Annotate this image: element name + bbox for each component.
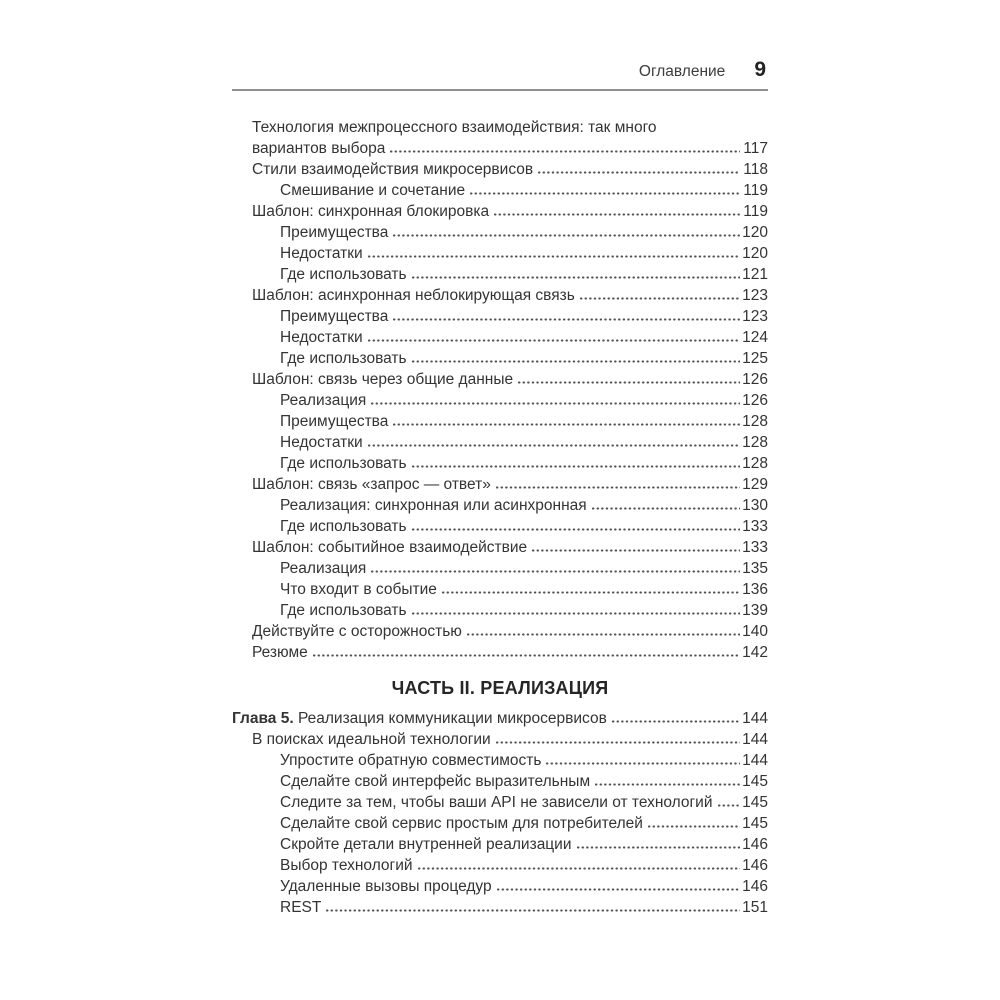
toc-entry-label: Шаблон: связь «запрос — ответ» — [252, 476, 491, 493]
dot-leader — [412, 528, 740, 531]
page-number: 128 — [742, 455, 768, 472]
page-number: 144 — [742, 710, 768, 727]
dot-leader — [532, 549, 740, 552]
page-number: 128 — [742, 434, 768, 451]
toc-entry — [232, 855, 768, 876]
toc-entry — [232, 306, 768, 327]
toc-entry — [232, 453, 768, 474]
dot-leader — [418, 867, 740, 870]
dot-leader — [470, 192, 740, 195]
dot-leader — [393, 318, 740, 321]
toc-entry — [232, 495, 768, 516]
toc-entry-label: вариантов выбора — [252, 140, 386, 157]
toc-entry-label: Что входит в событие — [280, 581, 437, 598]
toc-entry — [232, 897, 768, 918]
page-number: 120 — [742, 245, 768, 262]
page-number: 128 — [742, 413, 768, 430]
toc-entry-label: Преимущества — [280, 308, 389, 325]
dot-leader — [326, 909, 740, 912]
dot-leader — [368, 339, 740, 342]
dot-leader — [442, 591, 740, 594]
page-number: 146 — [742, 878, 768, 895]
toc-entry-label: Реализация — [280, 392, 367, 409]
toc-entry — [232, 642, 768, 663]
dot-leader — [496, 486, 740, 489]
toc-entry — [232, 264, 768, 285]
page-number: 133 — [742, 518, 768, 535]
dot-leader — [648, 825, 740, 828]
toc-entry — [232, 285, 768, 306]
dot-leader — [371, 570, 740, 573]
toc-entry — [232, 201, 768, 222]
page-number: 140 — [742, 623, 768, 640]
page-number: 119 — [743, 182, 768, 199]
toc-entry-label: Технология межпроцессного взаимодействия: так много — [252, 119, 657, 136]
page-number: 119 — [743, 203, 768, 220]
toc-entry — [232, 771, 768, 792]
page-number: 146 — [742, 857, 768, 874]
toc-entry-label: Шаблон: связь через общие данные — [252, 371, 514, 388]
toc-section — [232, 117, 768, 663]
toc-entry — [232, 474, 768, 495]
dot-leader — [371, 402, 740, 405]
toc-entry — [232, 558, 768, 579]
toc-entry — [232, 117, 768, 138]
chapter-label: Глава 5. — [232, 710, 294, 727]
dot-leader — [412, 360, 740, 363]
chapter-title: Реализация коммуникации микросервисов — [293, 710, 607, 727]
dot-leader — [580, 297, 740, 300]
toc-entry-label: Где использовать — [280, 602, 407, 619]
toc-entry-label: Где использовать — [280, 266, 407, 283]
toc-entry-label: Сделайте свой сервис простым для потребителей — [280, 815, 643, 832]
dot-leader — [577, 846, 740, 849]
page-header — [232, 56, 768, 91]
toc-entry-label: Преимущества — [280, 224, 389, 241]
header-title: Оглавление — [638, 63, 726, 80]
toc-entry — [232, 792, 768, 813]
toc-entry-label: Сделайте свой интерфейс выразительным — [280, 773, 591, 790]
toc-entry — [232, 537, 768, 558]
page-number: 126 — [742, 392, 768, 409]
dot-leader — [467, 633, 740, 636]
toc-entry — [232, 876, 768, 897]
toc-entry — [232, 369, 768, 390]
page-number: 136 — [742, 581, 768, 598]
dot-leader — [718, 804, 741, 807]
toc-entry — [232, 600, 768, 621]
toc-entry-label: В поисках идеальной технологии — [252, 731, 491, 748]
toc-entry-label: Где использовать — [280, 455, 407, 472]
toc-entry — [232, 432, 768, 453]
dot-leader — [518, 381, 740, 384]
dot-leader — [368, 255, 740, 258]
dot-leader — [412, 612, 740, 615]
page-number: 121 — [742, 266, 768, 283]
page-number: 145 — [742, 815, 768, 832]
toc-entry-label — [232, 708, 607, 729]
toc-entry — [232, 579, 768, 600]
toc-entry — [232, 708, 768, 729]
page-number: 135 — [742, 560, 768, 577]
toc-entry-label: Упростите обратную совместимость — [280, 752, 542, 769]
page-number: 146 — [742, 836, 768, 853]
toc-entry — [232, 516, 768, 537]
dot-leader — [595, 783, 740, 786]
toc-entry-label: Смешивание и сочетание — [280, 182, 466, 199]
page-number: 130 — [742, 497, 768, 514]
page-number: 145 — [742, 794, 768, 811]
toc-section — [232, 708, 768, 918]
page-number: 144 — [742, 752, 768, 769]
table-of-contents — [232, 117, 768, 918]
toc-entry-label: Шаблон: событийное взаимодействие — [252, 539, 528, 556]
dot-leader — [612, 720, 740, 723]
toc-entry — [232, 390, 768, 411]
toc-entry-label: Следите за тем, чтобы ваши API не зависели от технологий — [280, 794, 713, 811]
toc-entry — [232, 222, 768, 243]
page-number: 124 — [742, 329, 768, 346]
page-number: 118 — [743, 161, 768, 178]
header-page-number: 9 — [754, 58, 766, 81]
toc-entry-label: Реализация — [280, 560, 367, 577]
toc-entry-label: Шаблон: асинхронная неблокирующая связь — [252, 287, 575, 304]
toc-entry-label: Стили взаимодействия микросервисов — [252, 161, 534, 178]
dot-leader — [496, 741, 740, 744]
page-number: 120 — [742, 224, 768, 241]
page-number: 144 — [742, 731, 768, 748]
page-number: 125 — [742, 350, 768, 367]
dot-leader — [393, 234, 740, 237]
toc-entry-label: Выбор технологий — [280, 857, 413, 874]
toc-entry — [232, 411, 768, 432]
toc-entry-label: Удаленные вызовы процедур — [280, 878, 492, 895]
toc-entry — [232, 243, 768, 264]
dot-leader — [412, 465, 740, 468]
dot-leader — [368, 444, 740, 447]
page-number: 151 — [742, 899, 768, 916]
part-heading: ЧАСТЬ II. РЕАЛИЗАЦИЯ — [391, 678, 609, 698]
toc-entry-label: Где использовать — [280, 518, 407, 535]
page-number: 123 — [742, 287, 768, 304]
toc-entry-label: Резюме — [252, 644, 308, 661]
toc-entry-label: Реализация: синхронная или асинхронная — [280, 497, 587, 514]
dot-leader — [390, 150, 740, 153]
dot-leader — [412, 276, 740, 279]
toc-entry — [232, 834, 768, 855]
toc-entry — [232, 621, 768, 642]
toc-entry — [232, 138, 768, 159]
toc-entry — [232, 813, 768, 834]
page-number: 133 — [742, 539, 768, 556]
dot-leader — [497, 888, 740, 891]
dot-leader — [494, 213, 740, 216]
toc-entry-label: Преимущества — [280, 413, 389, 430]
page-number: 117 — [743, 140, 768, 157]
toc-entry — [232, 729, 768, 750]
toc-entry — [232, 327, 768, 348]
toc-entry-label: Недостатки — [280, 245, 363, 262]
page-number: 123 — [742, 308, 768, 325]
dot-leader — [538, 171, 740, 174]
toc-entry — [232, 750, 768, 771]
page-number: 145 — [742, 773, 768, 790]
dot-leader — [592, 507, 740, 510]
dot-leader — [546, 762, 740, 765]
dot-leader — [393, 423, 740, 426]
dot-leader — [313, 654, 740, 657]
toc-entry-label: Где использовать — [280, 350, 407, 367]
toc-entry — [232, 180, 768, 201]
toc-entry-label: Шаблон: синхронная блокировка — [252, 203, 490, 220]
toc-entry — [232, 159, 768, 180]
toc-entry-label: Действуйте с осторожностью — [252, 623, 462, 640]
page-number: 129 — [742, 476, 768, 493]
toc-entry-label: Скройте детали внутренней реализации — [280, 836, 572, 853]
toc-entry-label: Недостатки — [280, 434, 363, 451]
toc-entry-label: Недостатки — [280, 329, 363, 346]
page-number: 139 — [742, 602, 768, 619]
page-number: 126 — [742, 371, 768, 388]
toc-entry-label: REST — [280, 899, 322, 916]
page-number: 142 — [742, 644, 768, 661]
toc-entry — [232, 348, 768, 369]
